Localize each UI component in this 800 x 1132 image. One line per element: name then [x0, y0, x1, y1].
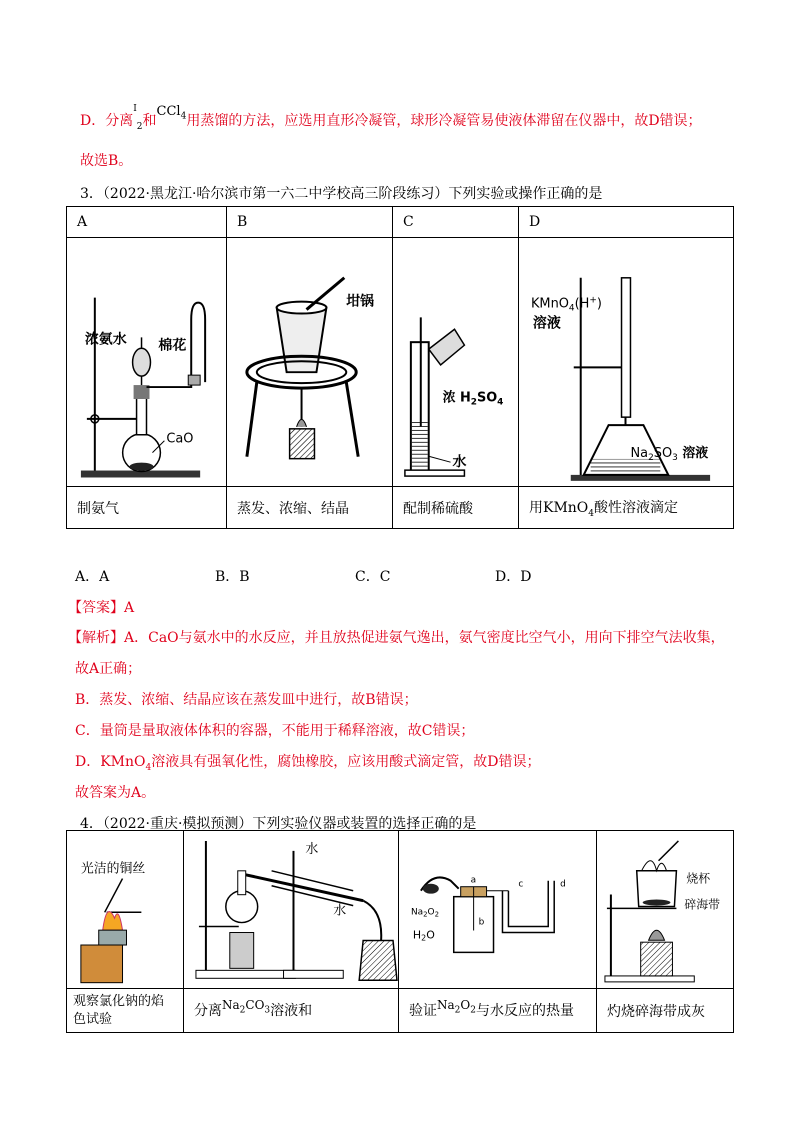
label-conc-h2so4: 浓 $H_2SO_4$ [442, 390, 504, 408]
label-clean-copper-wire: 光洁的铜丝 [80, 861, 146, 877]
question-4-stem: 4．（2022·重庆·模拟预测）下列实验仪器或装置的选择正确的是 [80, 816, 477, 832]
figure-crucible-apparatus [227, 238, 393, 487]
figure-na2o2-heat [399, 831, 597, 989]
analysis-line-2: 故A正确； [75, 661, 142, 677]
question-3-stem: 3．（2022·黑龙江·哈尔滨市第一六二中学校高三阶段练习）下列实验或操作正确的是 [80, 186, 603, 202]
label-solution: 溶液 [532, 315, 561, 332]
and-text: 和 [142, 113, 157, 129]
option-d[interactable]: D．D [495, 569, 532, 585]
caption-b: 蒸发、浓缩、结晶 [227, 487, 393, 529]
caption-q4-c: 验证$Na_2O_2$与水反应的热量 [399, 989, 597, 1033]
caption-d: 用KMnO$_4$酸性溶液滴定 [519, 487, 734, 529]
label-cotton: 棉花 [158, 337, 187, 354]
caption-a: 制氨气 [67, 487, 227, 529]
label-cao: CaO [166, 431, 194, 447]
option-d-prefix: D．分离 [80, 113, 134, 129]
caption-q4-d: 灼烧碎海带成灰 [597, 989, 734, 1033]
label-kmno4: KMnO$_4$(H+) [530, 295, 602, 314]
label-beaker: 烧杯 [686, 871, 711, 886]
analysis-end: 故答案为A。 [75, 785, 156, 801]
question-3-table [66, 206, 734, 529]
label-d: d [560, 879, 566, 890]
label-water: 水 [452, 454, 467, 471]
answer-text: 【答案】A [68, 600, 135, 616]
caption-c: 配制稀硫酸 [393, 487, 519, 529]
analysis-line-1: 【解析】A．CaO与氨水中的水反应，并且放热促进氨气逸出，氨气密度比空气小，用向下排空气法收集， [68, 630, 725, 646]
label-na2so3: $Na_2SO_3$ 溶液 [630, 445, 709, 463]
i2-symbol: I [133, 104, 137, 115]
question-4-table [66, 830, 734, 1033]
figure-titration-apparatus [519, 238, 734, 487]
header-b: B [227, 207, 393, 238]
conclusion-text: 故选B。 [80, 153, 133, 169]
option-d-explanation [80, 104, 702, 132]
header-d: D [519, 207, 734, 238]
caption-q4-a: 观察氯化钠的焰 色试验 [67, 989, 184, 1033]
ccl4-subscript: 4 [180, 111, 187, 122]
analysis-line-5: D．KMnO$_4$溶液具有强氧化性，腐蚀橡胶，应该用酸式滴定管，故D错误； [75, 754, 541, 773]
label-water-in: 水 [305, 841, 319, 857]
label-crucible: 坩锅 [346, 293, 375, 310]
option-c[interactable]: C．C [355, 569, 391, 585]
analysis-line-3: B．蒸发、浓缩、结晶应该在蒸发皿中进行，故B错误； [75, 692, 418, 708]
caption-q4-b: 分离$Na_2CO_3$溶液和 [184, 989, 399, 1033]
figure-distillation [184, 831, 399, 989]
figure-flame-test [67, 831, 184, 989]
option-a[interactable]: A．A [75, 569, 110, 585]
label-b: b [478, 917, 485, 928]
label-conc-ammonia: 浓氨水 [84, 331, 127, 348]
label-na2o2: $Na_2O_2$ [410, 907, 440, 919]
figure-dilution-apparatus [393, 238, 519, 487]
header-c: C [393, 207, 519, 238]
figure-seaweed-burning [597, 831, 734, 989]
option-d-rest: 用蒸馏的方法，应选用直形冷凝管，球形冷凝管易使液体滞留在仪器中，故D错误； [186, 113, 702, 129]
analysis-line-4: C．量筒是量取液体体积的容器，不能用于稀释溶液，故C错误； [75, 723, 475, 739]
label-c: c [518, 879, 524, 890]
question-3-options [75, 566, 635, 586]
label-a: a [470, 875, 477, 886]
figure-ammonia-apparatus [67, 238, 227, 487]
label-h2o: H2O [412, 928, 435, 943]
i2-subscript: 2 [136, 121, 143, 132]
label-seaweed: 碎海带 [684, 897, 721, 912]
label-water-out: 水 [333, 903, 347, 919]
option-b[interactable]: B．B [215, 569, 250, 585]
ccl4-text: CCl [156, 104, 181, 119]
header-a: A [67, 207, 227, 238]
